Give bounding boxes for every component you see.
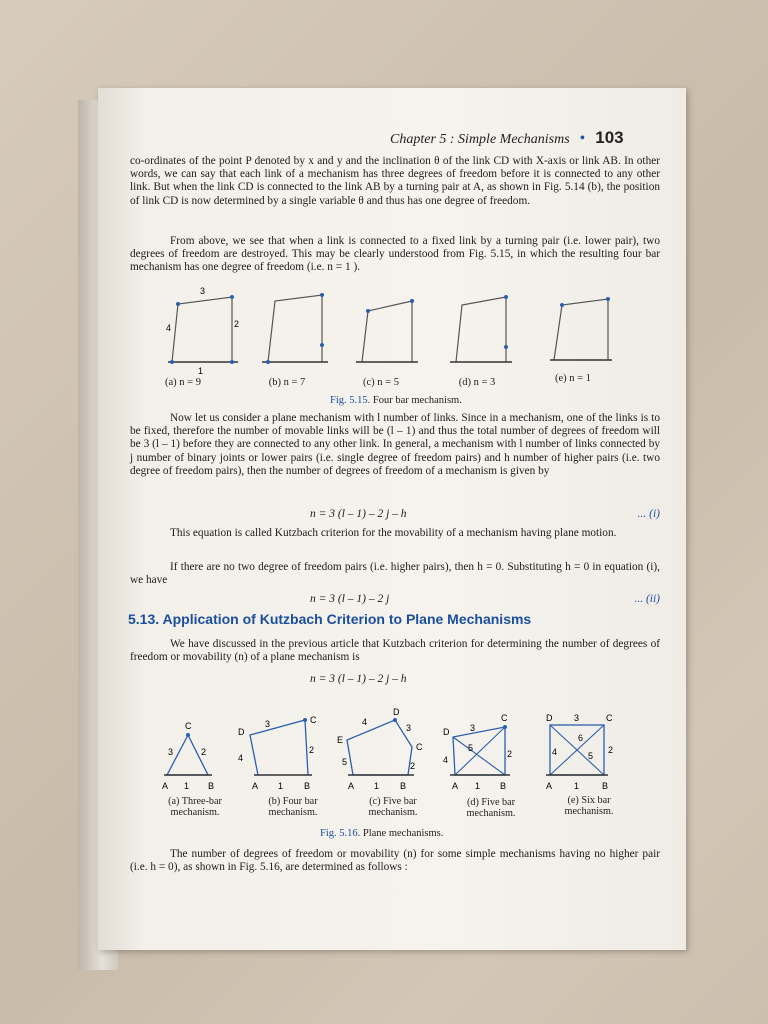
paragraph-4: This equation is called Kutzbach criterion for the movability of a mechanism having plane motion.: [170, 527, 617, 539]
label-a-e: A: [546, 781, 553, 791]
four-bar-c: [356, 299, 418, 362]
bullet-dot: •: [579, 130, 586, 147]
paragraph-5: If there are no two degree of freedom pairs (i.e. higher pairs), then h = 0. Substituting h = 0 in equation (i), we have: [130, 561, 660, 587]
equation-2: [130, 593, 660, 609]
label-6-e: 6: [578, 733, 584, 743]
fig-5-15-caption: [330, 395, 462, 406]
label-d-c: D: [393, 707, 400, 717]
fig-5-15-number: Fig. 5.15.: [330, 395, 371, 406]
label-c-c: C: [416, 742, 423, 752]
label-3-e: 3: [574, 713, 580, 723]
label-4-e: 4: [552, 747, 558, 757]
link-label-1: 1: [198, 366, 204, 376]
label-5-c: 5: [342, 757, 348, 767]
mechanism-b-line1: (b) Four bar: [268, 796, 318, 807]
label-1-e: 1: [574, 781, 580, 791]
paragraph-6: We have discussed in the previous article that Kutzbach criterion for determining the number of degrees of freedom or movability (n) of a plane mechanism is: [130, 638, 660, 664]
label-b-b: B: [304, 781, 311, 791]
mechanism-e-line2: mechanism.: [564, 806, 614, 817]
page-number: 103: [595, 128, 624, 147]
mechanism-a-line1: (a) Three-bar: [168, 796, 222, 807]
mechanism-c-line1: (c) Five bar: [369, 796, 417, 807]
mechanism-a-caption: [150, 796, 240, 818]
panel-d-label: (d) n = 3: [458, 377, 496, 388]
panel-b-label: (b) n = 7: [268, 377, 306, 388]
link-label-3: 3: [200, 286, 206, 296]
label-3-a: 3: [168, 747, 174, 757]
label-c-a: C: [185, 721, 192, 731]
chapter-title: Chapter 5 : Simple Mechanisms: [390, 132, 570, 147]
label-2-a: 2: [201, 747, 207, 757]
label-5-d: 5: [468, 743, 474, 753]
label-3-b: 3: [265, 719, 271, 729]
fig-5-16-number: Fig. 5.16.: [320, 828, 361, 839]
label-5-e: 5: [588, 751, 594, 761]
mechanism-d-line1: (d) Five bar: [466, 797, 516, 808]
equation-1-text: n = 3 (l – 1) – 2 j – h: [310, 508, 407, 520]
label-3-d: 3: [470, 723, 476, 733]
label-3-c: 3: [406, 723, 412, 733]
paragraph-7: The number of degrees of freedom or movability (n) for some simple mechanisms having no higher pair (i.e. h = 0), as shown in Fig. 5.16, are determined as follows :: [130, 848, 660, 874]
label-2-d: 2: [507, 749, 513, 759]
four-bar-e: [550, 297, 612, 360]
five-bar-mechanism-c: [337, 707, 423, 791]
label-2-b: 2: [309, 745, 315, 755]
three-bar-mechanism: [162, 721, 214, 791]
five-bar-mechanism-d: [443, 713, 512, 791]
equation-2-text: n = 3 (l – 1) – 2 j: [310, 593, 390, 605]
label-2-e: 2: [608, 745, 614, 755]
fig-5-15-text: Four bar mechanism.: [372, 395, 462, 406]
label-a-a: A: [162, 781, 169, 791]
equation-1: [130, 508, 660, 524]
mechanism-e-line1: (e) Six bar: [567, 795, 611, 806]
label-1-b: 1: [278, 781, 284, 791]
label-a-c: A: [348, 781, 355, 791]
label-a-d: A: [452, 781, 459, 791]
equation-3: [130, 673, 660, 689]
figure-5-16: [150, 705, 650, 800]
label-b-d: B: [500, 781, 507, 791]
label-d-d: D: [443, 727, 450, 737]
equation-1-number: ... (i): [637, 508, 660, 520]
label-d-e: D: [546, 713, 553, 723]
panel-a-label: (a) n = 9: [165, 377, 201, 388]
section-heading: 5.13. Application of Kutzbach Criterion to Plane Mechanisms: [128, 611, 532, 627]
equation-2-number: ... (ii): [634, 593, 660, 605]
label-a-b: A: [252, 781, 259, 791]
label-1-d: 1: [475, 781, 481, 791]
label-b-e: B: [602, 781, 609, 791]
mechanism-e-caption: [544, 795, 634, 817]
mechanism-c-caption: [348, 796, 438, 818]
four-bar-b: [262, 293, 328, 364]
label-e-c: E: [337, 735, 344, 745]
mechanism-d-caption: [446, 797, 536, 819]
mechanism-b-caption: [248, 796, 338, 818]
six-bar-mechanism: [546, 713, 613, 791]
label-c-e: C: [606, 713, 613, 723]
mechanism-a-line2: mechanism.: [170, 807, 220, 818]
label-c-d: C: [501, 713, 508, 723]
four-bar-mechanism: [238, 715, 317, 791]
mechanism-d-line2: mechanism.: [466, 808, 516, 819]
label-2-c: 2: [410, 761, 416, 771]
label-b-c: B: [400, 781, 407, 791]
fig-5-16-caption: [320, 828, 443, 839]
link-label-4: 4: [166, 323, 172, 333]
label-c-b: C: [310, 715, 317, 725]
paragraph-3: Now let us consider a plane mechanism with l number of links. Since in a mechanism, one of the links is to be fixed, therefore the number of movable links will be (l – 1) and thus the total number of degrees of freedom will be 3 (l – 1) before they are connected to any other link. In general, a mechanism with l number of links connected by j number of binary joints or lower pairs (i.e. single degree of freedom pairs) and h number of higher pairs (i.e. two degree of freedom pairs), then the number of degrees of freedom of a mechanism is given by: [130, 412, 660, 477]
label-4-c: 4: [362, 717, 368, 727]
mechanism-c-line2: mechanism.: [368, 807, 418, 818]
label-4-d: 4: [443, 755, 449, 765]
paragraph-2: From above, we see that when a link is connected to a fixed link by a turning pair (i.e. lower pair), two degrees of freedom are destroyed. This may be clearly understood from Fig. 5.15, in which the resulting four bar mechanism has one degree of freedom (i.e. n = 1 ).: [130, 235, 660, 274]
fig-5-16-text: Plane mechanisms.: [362, 828, 444, 839]
four-bar-d: [450, 295, 512, 362]
page-header: [390, 128, 650, 148]
label-1-a: 1: [184, 781, 190, 791]
mechanism-b-line2: mechanism.: [268, 807, 318, 818]
panel-c-label: (c) n = 5: [363, 377, 399, 388]
paragraph-1: co-ordinates of the point P denoted by x and y and the inclination θ of the link CD with X-axis or link AB. In other words, we can say that each link of a mechanism has three degrees of freedom before it is connected to any other link. But when the link CD is connected to the link AB by a turning pair at A, as shown in Fig. 5.14 (b), the position of link CD is now determined by a single variable θ and thus has one degree of freedom.: [130, 155, 660, 207]
label-d-b: D: [238, 727, 245, 737]
label-b-a: B: [208, 781, 215, 791]
four-bar-a: [166, 286, 239, 376]
label-4-b: 4: [238, 753, 244, 763]
equation-3-text: n = 3 (l – 1) – 2 j – h: [310, 673, 407, 685]
label-1-c: 1: [374, 781, 380, 791]
link-label-2: 2: [234, 319, 240, 329]
panel-e-label: (e) n = 1: [555, 373, 591, 384]
